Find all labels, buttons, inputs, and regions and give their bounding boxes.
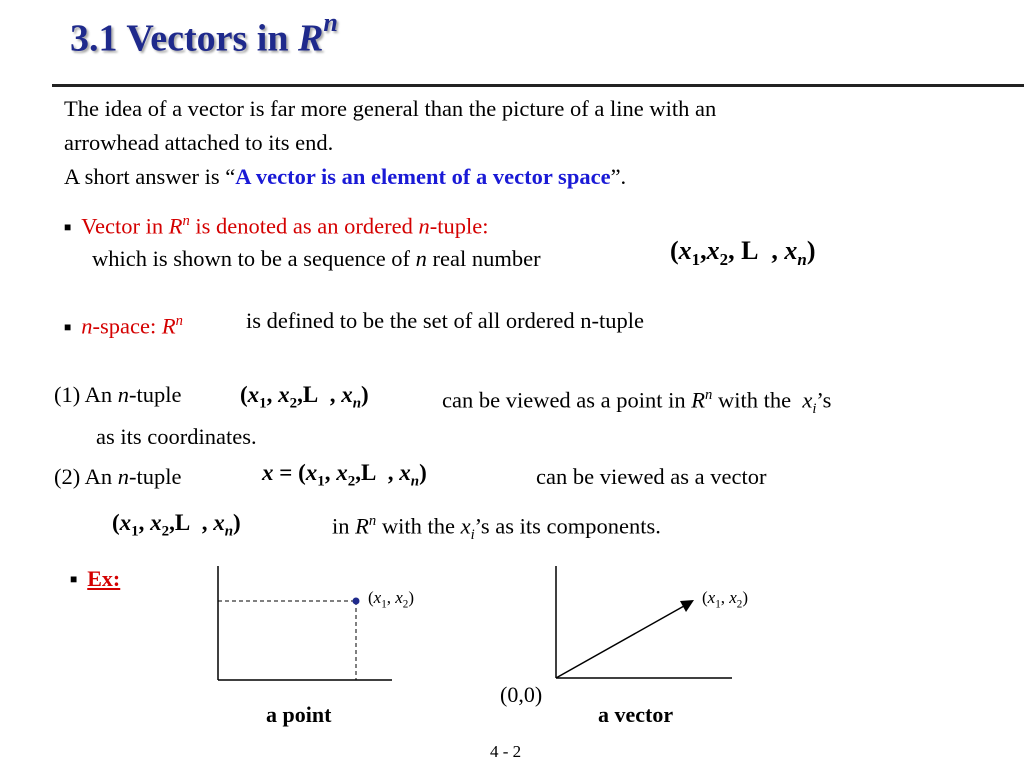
- origin-label: (0,0): [500, 682, 543, 707]
- vector-coordinate-label: ($x_1$, $x_2$): [702, 588, 748, 611]
- intro-line-3: A short answer is “A vector is an element of a vector space”.: [64, 164, 627, 189]
- item-2-text: can be viewed as a vector: [536, 464, 767, 489]
- caption-a-vector: a vector: [598, 702, 674, 727]
- intro-line-1: The idea of a vector is far more general than the picture of a line with an: [64, 96, 717, 121]
- n-space-definition: is defined to be the set of all ordered n-tuple: [246, 308, 644, 333]
- definition-highlight: A vector is an element of a vector space: [235, 164, 611, 189]
- bullet-icon: ■: [64, 219, 72, 234]
- item-1-line-2: as its coordinates.: [96, 424, 257, 449]
- bullet-icon: ■: [64, 319, 72, 334]
- bullet-vector-in-rn: ■ Vector in $R^n$ is denoted as an ordered n-tuple:: [64, 213, 489, 239]
- page-title: 3.1 Vectors in $R^n$: [70, 8, 338, 60]
- tuple-formula-2: ($x_1$, $x_2,L$ , $x_n$): [240, 382, 369, 412]
- tuple-formula-3: $x = (x_1$, $x_2,L$ , $x_n$): [262, 460, 427, 490]
- item-1-label: (1) An n-tuple: [54, 382, 182, 407]
- tuple-formula-4: ($x_1$, $x_2,L$ , $x_n$): [112, 510, 241, 540]
- vector-arrow-shaft: [556, 606, 684, 678]
- intro-line-2: arrowhead attached to its end.: [64, 130, 334, 155]
- caption-a-point: a point: [266, 702, 332, 727]
- arrowhead-icon: [680, 600, 694, 612]
- bullet-icon: ■: [70, 572, 78, 586]
- bullet-1-line-2: which is shown to be a sequence of n real number: [92, 246, 541, 271]
- point-coordinate-label: ($x_1$, $x_2$): [368, 588, 414, 611]
- item-2-line-2: in $R^n$ with the $x_i’s$ as its components.: [332, 513, 661, 543]
- ex-label: Ex:: [87, 566, 121, 591]
- item-2-label: (2) An n-tuple: [54, 464, 182, 489]
- point-marker: [353, 598, 360, 605]
- page-number: 4 - 2: [490, 742, 522, 761]
- bullet-n-space: ■ n-space: $R^n$: [64, 313, 183, 339]
- vector-figure: [556, 566, 732, 678]
- item-1-text: can be viewed as a point in $R^n$ with the $x_i’s$: [442, 387, 832, 417]
- tuple-formula-1: ($x_1,x_2$, L , $x_n$): [670, 236, 816, 270]
- point-figure: [218, 566, 392, 680]
